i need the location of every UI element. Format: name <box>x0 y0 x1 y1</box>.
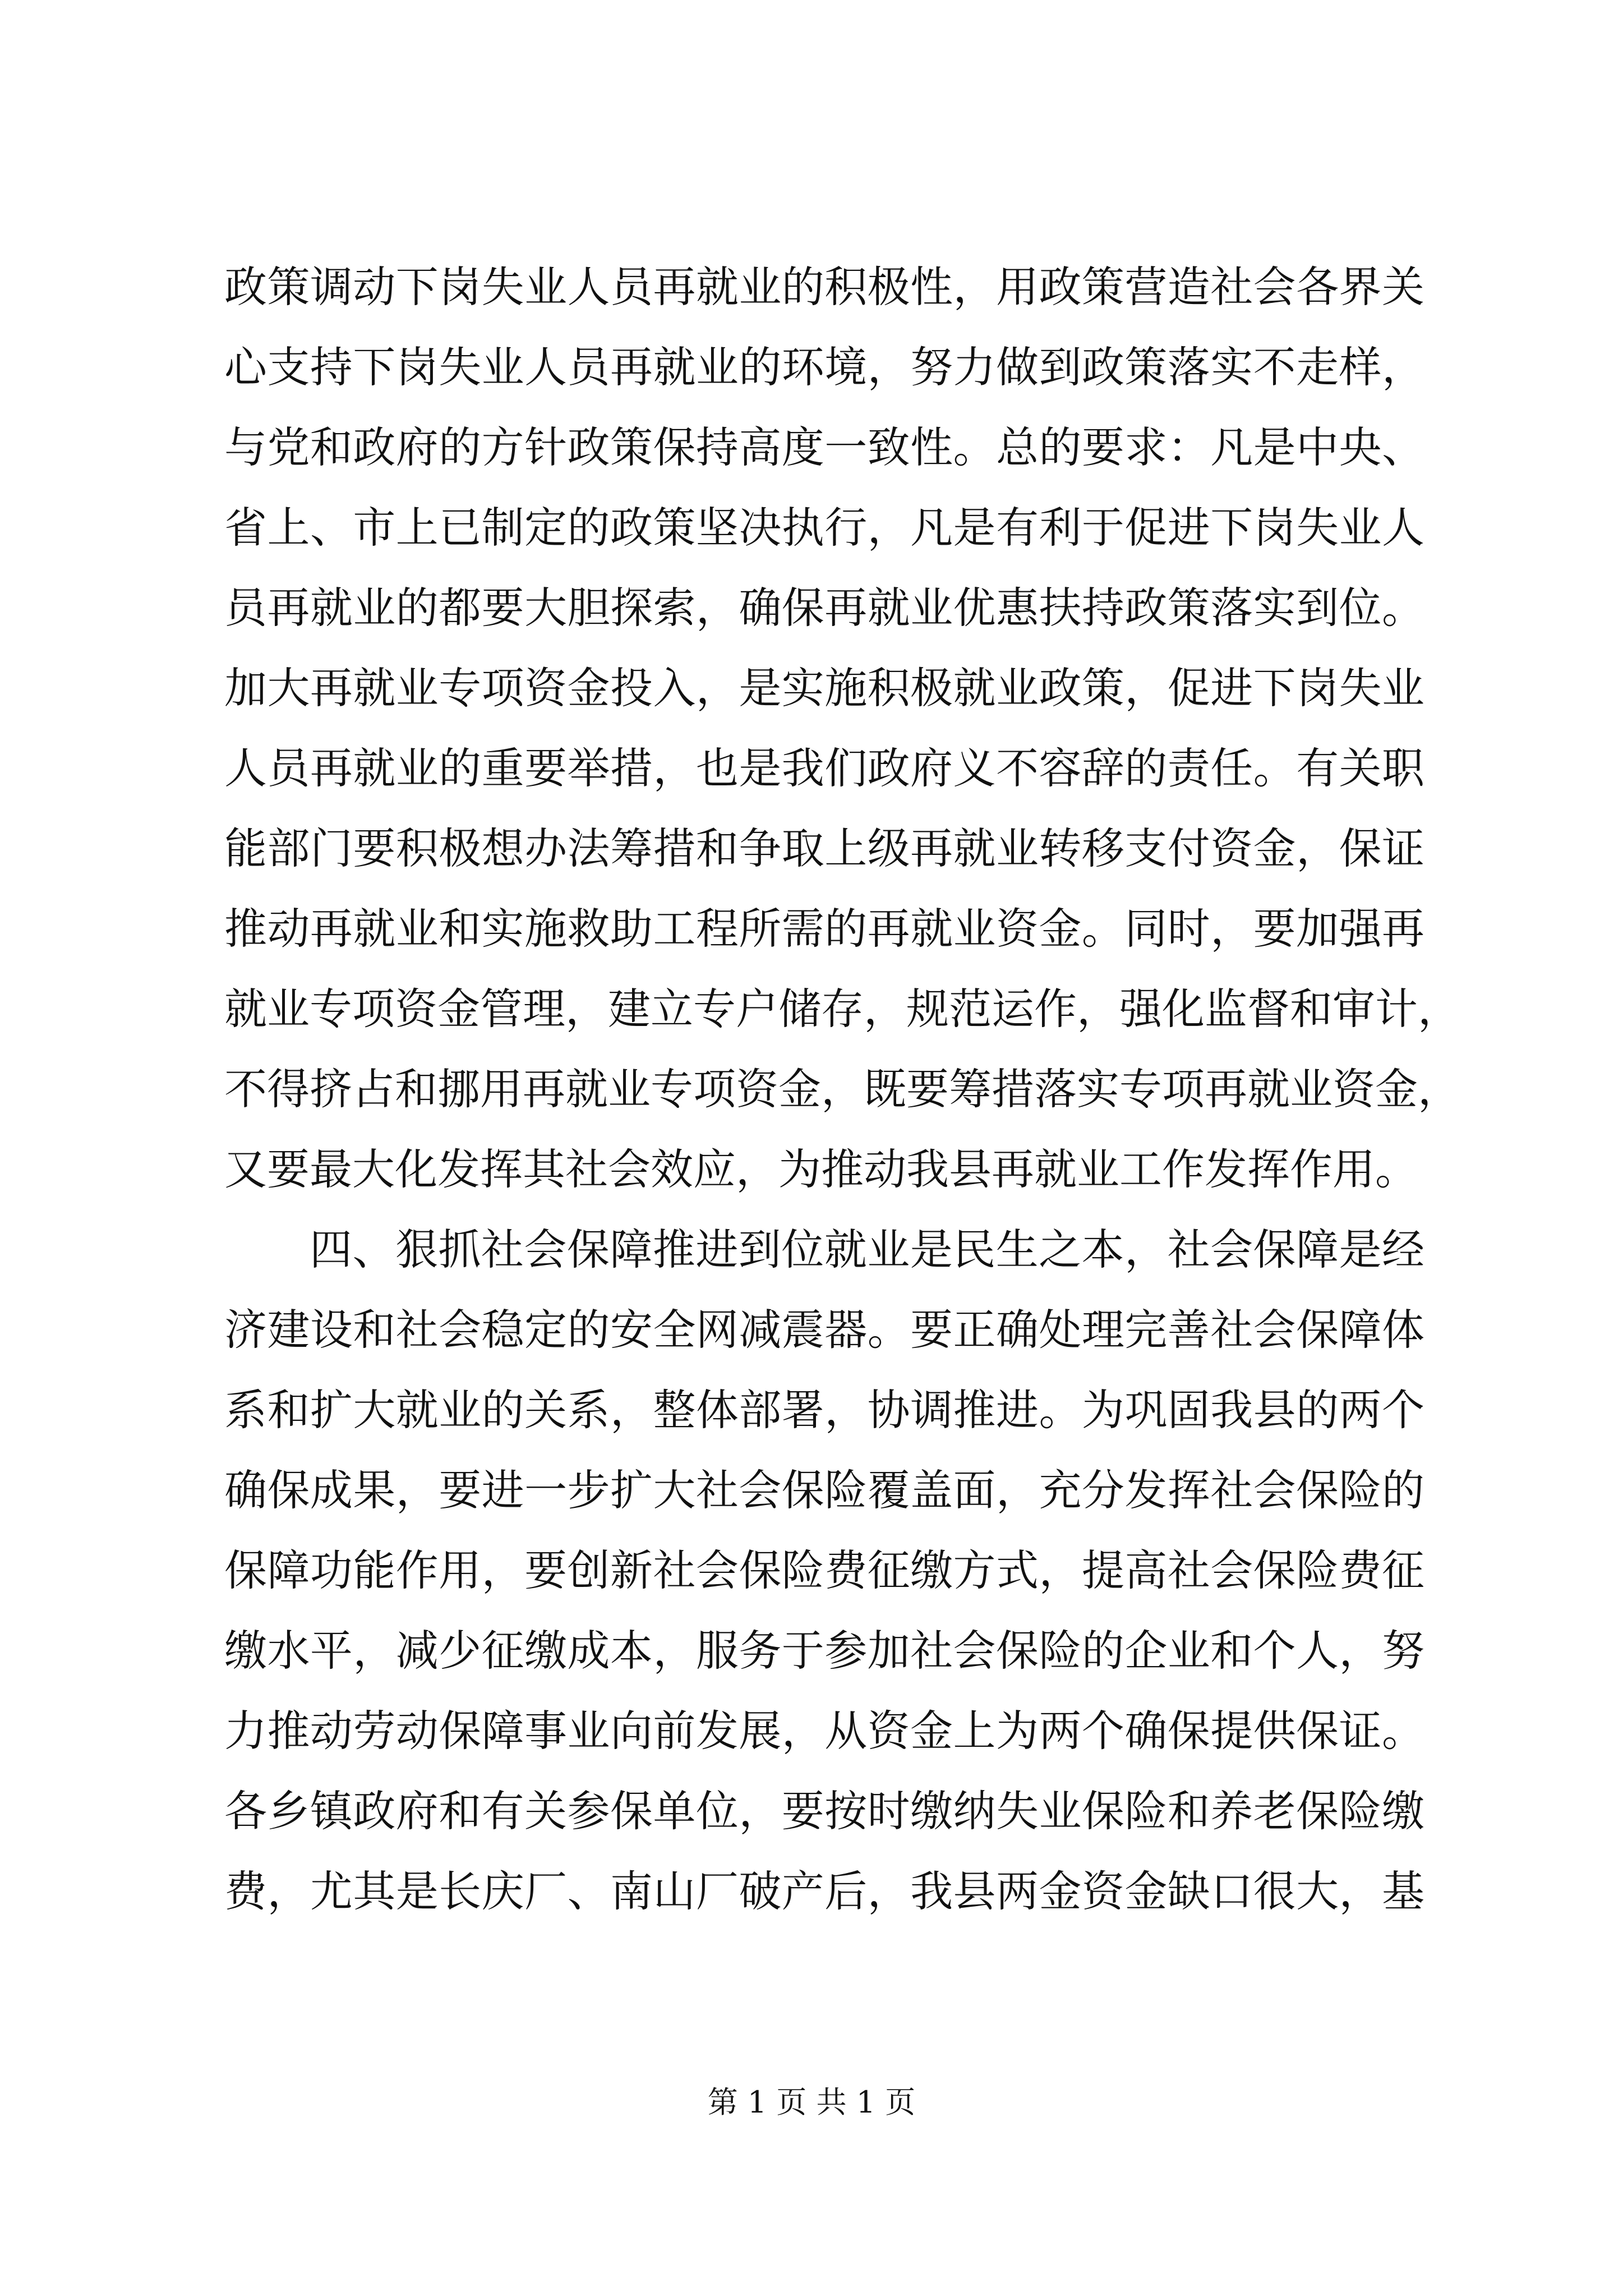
text-line: 能部门要积极想办法筹措和争取上级再就业转移支付资金，保证 <box>224 823 1424 873</box>
text-line: 不得挤占和挪用再就业专项资金，既要筹措落实专项再就业资金， <box>224 1064 1460 1114</box>
text-line: 费，尤其是长庆厂、南山厂破产后，我县两金资金缺口很大，基 <box>224 1866 1424 1916</box>
text-line: 心支持下岗失业人员再就业的环境，努力做到政策落实不走样， <box>224 342 1424 392</box>
page-footer: 第 1 页 共 1 页 <box>707 2085 916 2120</box>
text-line: 人员再就业的重要举措，也是我们政府义不容辞的责任。有关职 <box>224 743 1424 793</box>
text-line: 政策调动下岗失业人员再就业的积极性，用政策营造社会各界关 <box>224 262 1424 312</box>
text-line: 各乡镇政府和有关参保单位，要按时缴纳失业保险和养老保险缴 <box>224 1786 1424 1836</box>
text-line: 就业专项资金管理，建立专户储存，规范运作，强化监督和审计， <box>224 984 1460 1034</box>
text-line: 缴水平，减少征缴成本，服务于参加社会保险的企业和个人，努 <box>224 1626 1424 1676</box>
text-line: 员再就业的都要大胆探索，确保再就业优惠扶持政策落实到位。 <box>224 583 1424 633</box>
text-line: 确保成果，要进一步扩大社会保险覆盖面，充分发挥社会保险的 <box>224 1465 1424 1515</box>
text-line: 系和扩大就业的关系，整体部署，协调推进。为巩固我县的两个 <box>224 1385 1424 1435</box>
text-line: 与党和政府的方针政策保持高度一致性。总的要求：凡是中央、 <box>224 422 1424 472</box>
text-line: 保障功能作用，要创新社会保险费征缴方式，提高社会保险费征 <box>224 1545 1424 1595</box>
text-line: 省上、市上已制定的政策坚决执行，凡是有利于促进下岗失业人 <box>224 503 1424 553</box>
text-line: 力推动劳动保障事业向前发展，从资金上为两个确保提供保证。 <box>224 1706 1424 1756</box>
text-line: 加大再就业专项资金投入，是实施积极就业政策，促进下岗失业 <box>224 663 1424 713</box>
body-text <box>224 247 1460 1931</box>
text-line: 又要最大化发挥其社会效应，为推动我县再就业工作发挥作用。 <box>224 1144 1418 1194</box>
text-line: 济建设和社会稳定的安全网减震器。要正确处理完善社会保障体 <box>224 1305 1424 1355</box>
section-heading-line: 四、狠抓社会保障推进到位就业是民生之本，社会保障是经 <box>310 1225 1424 1274</box>
text-line: 推动再就业和实施救助工程所需的再就业资金。同时，要加强再 <box>224 904 1424 954</box>
